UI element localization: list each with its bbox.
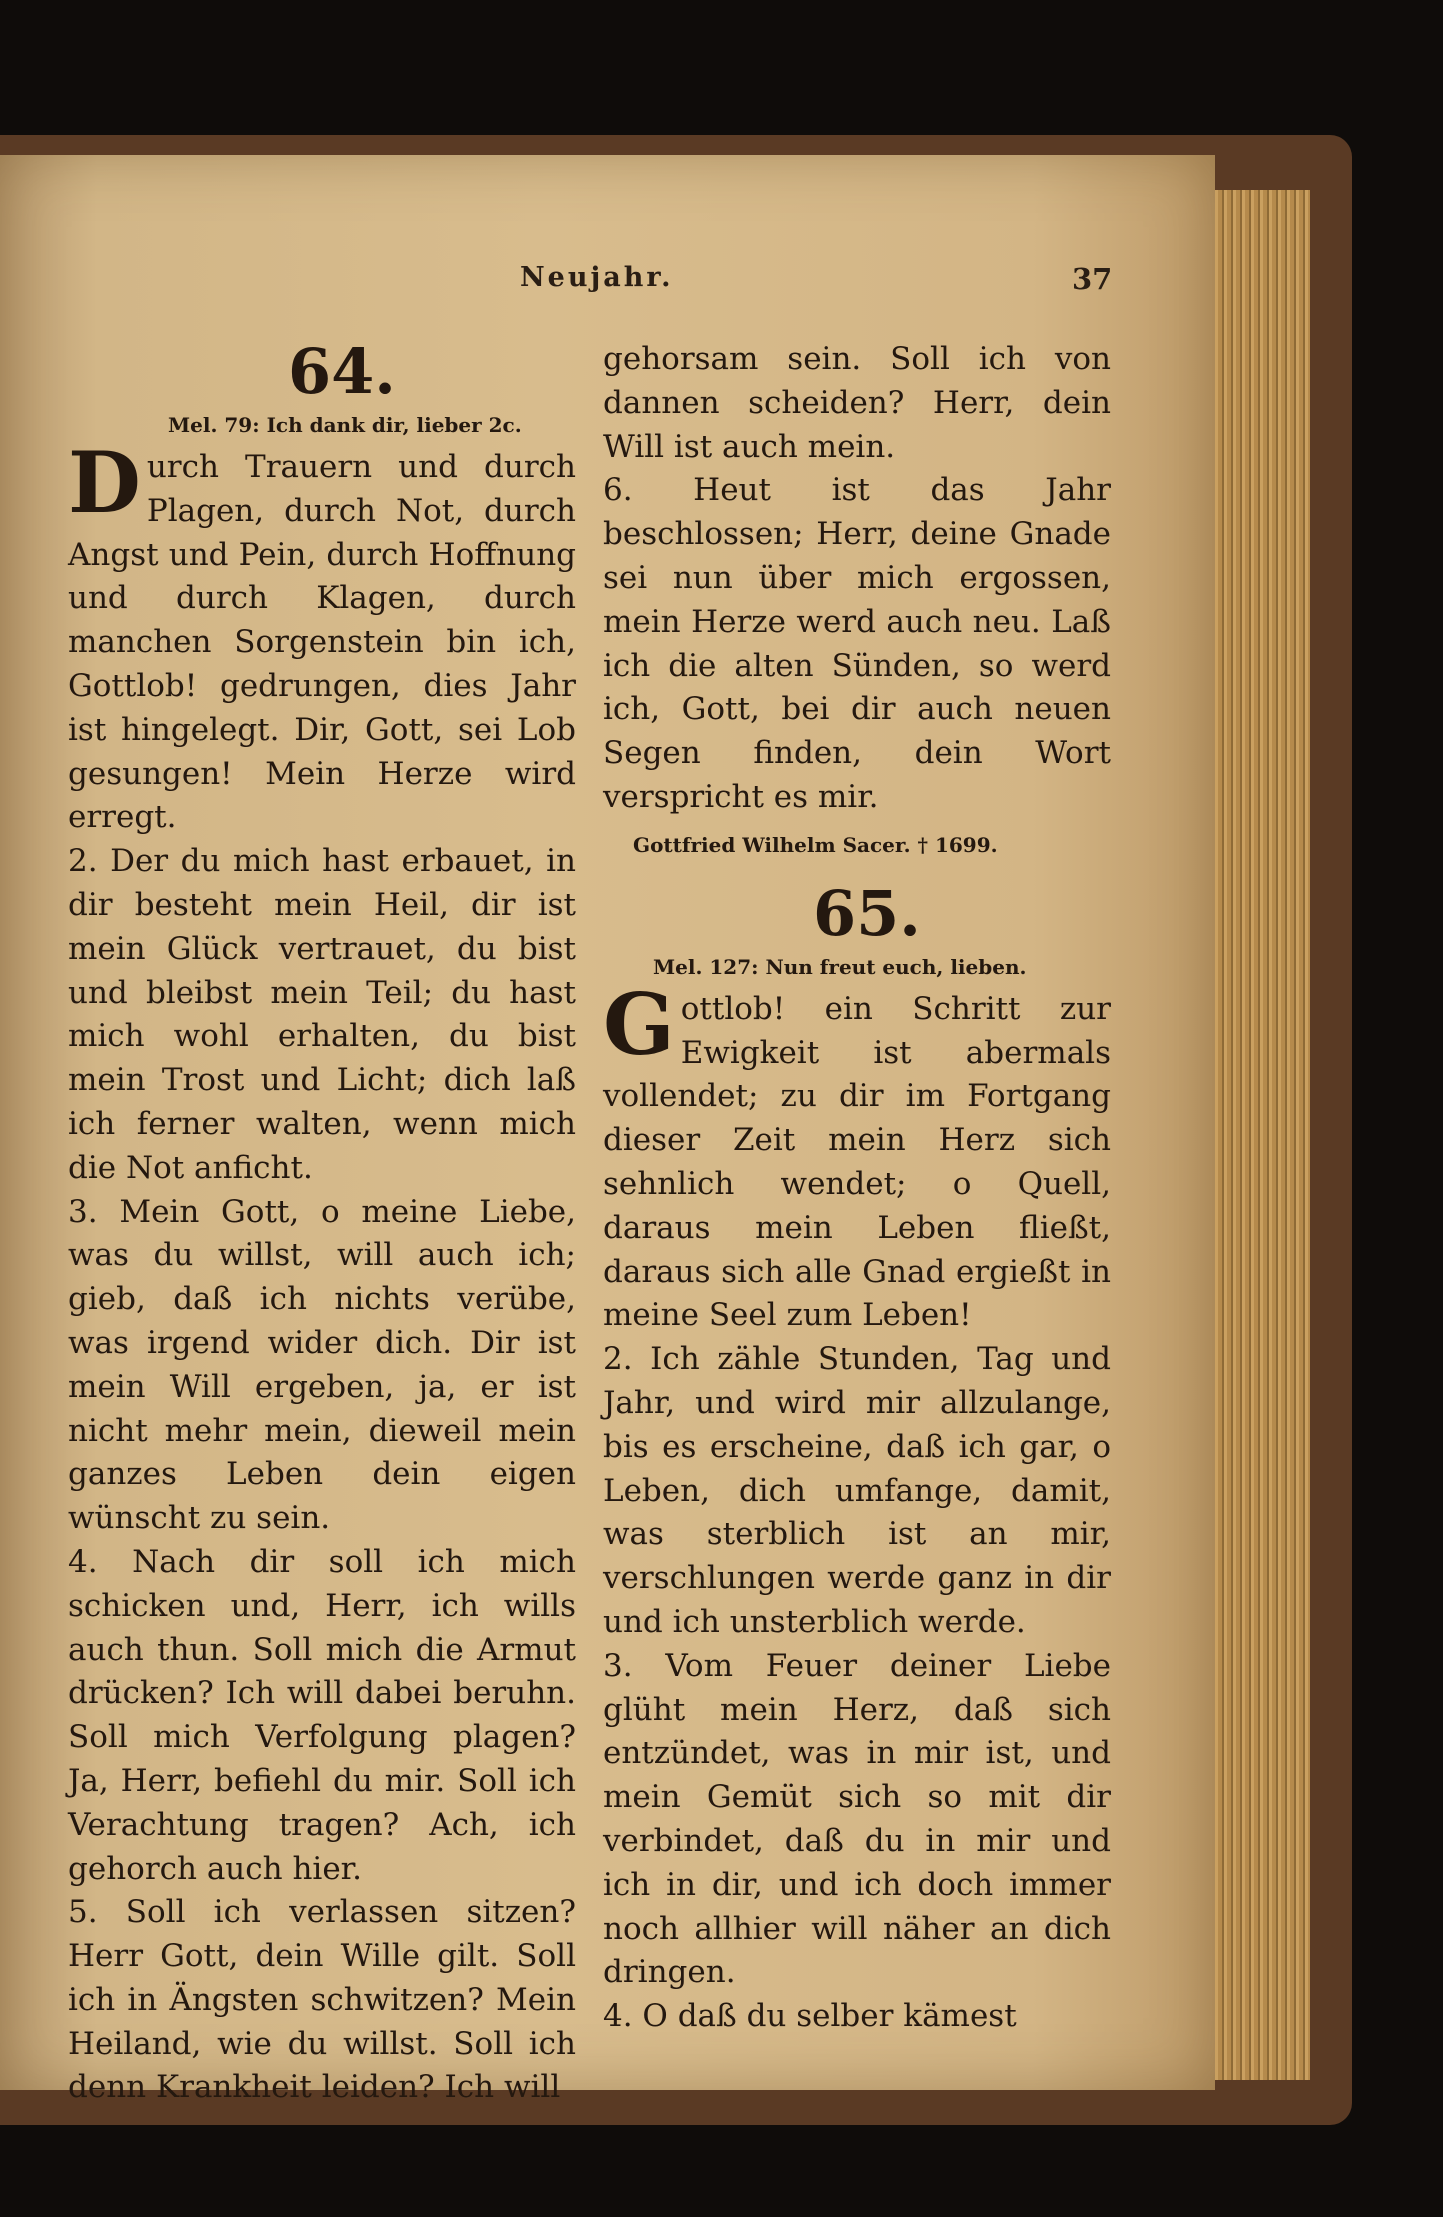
stanza-4: 4. Nach dir soll ich mich schicken und, Herr, ich wills auch thun. Soll mich die Armut drücken? Ich will dabei beruhn. Soll mich Verfolgung plagen? Ja, Herr, befiehl du mir. Soll ich Verachtung tragen? Ach, ich gehorch auch hier.: [68, 1543, 576, 1887]
hymn-number: 64.: [288, 335, 396, 408]
stanza-6: 6. Heut ist das Jahr beschlossen; Herr, deine Gnade sei nun über mich ergossen, mein Herze werd auch neu. Laß ich die alten Sünden, so werd ich, Gott, bei dir auch neuen Segen finden, dein Wort verspricht es mir.: [603, 472, 1111, 815]
book-page: [0, 155, 1215, 2106]
stanza-2: 2. Ich zähle Stunden, Tag und Jahr, und wird mir allzulange, bis es erscheine, daß ich gar, o Leben, dich umfange, damit, was sterblich ist an mir, verschlungen werde ganz in dir und ich unsterblich werde.: [603, 1341, 1111, 1640]
right-column: [603, 338, 1111, 2039]
drop-cap: G: [603, 974, 675, 1074]
stanza-1: Durch Trauern und durch Plagen, durch Not, durch Angst und Pein, durch Hoffnung und durch Klagen, durch manchen Sorgenstein bin ich, Gottlob! gedrungen, dies Jahr ist hingelegt. Dir, Gott, sei Lob gesungen! Mein Herze wird erregt.: [68, 433, 576, 836]
stanza-3: 3. Mein Gott, o meine Liebe, was du willst, will auch ich; gieb, daß ich nichts verübe, was irgend wider dich. Dir ist mein Will ergeben, ja, er ist nicht mehr mein, dieweil mein ganzes Leben dein eigen wünscht zu sein.: [68, 1193, 576, 1537]
hymn-number: 65.: [813, 876, 921, 950]
page-edges: [1200, 190, 1310, 2080]
stanza-5: 5. Soll ich verlassen sitzen? Herr Gott, dein Wille gilt. Soll ich in Ängsten schwitzen? Mein Heiland, wie du willst. Soll ich denn Krankheit leiden? Ich will: [68, 1894, 576, 2106]
page-header: [0, 262, 1215, 302]
melody-line: Mel. 127: Nun freut euch, lieben.: [653, 954, 1027, 979]
stanza-1: Gottlob! ein Schritt zur Ewigkeit ist abermals vollendet; zu dir im Fortgang dieser Zeit mein Herz sich sehnlich wendet; o Quell, daraus mein Leben fließt, daraus sich alle Gnad ergießt in meine Seel zum Leben!: [603, 974, 1111, 1334]
stanza-4: 4. O daß du selber kämest: [603, 1998, 1017, 2035]
stanza-5-continued: gehorsam sein. Soll ich von dannen scheiden? Herr, dein Will ist auch mein.: [603, 341, 1111, 465]
left-column: [68, 335, 576, 2110]
page-number: 37: [1072, 262, 1113, 296]
author-credit: Gottfried Wilhelm Sacer. † 1699.: [633, 832, 998, 857]
stanza-3: 3. Vom Feuer deiner Liebe glüht mein Herz, daß sich entzündet, was in mir ist, und mein Gemüt sich so mit dir verbindet, daß du in mir und ich in dir, und ich doch immer noch allhier will näher an dich dringen.: [603, 1647, 1111, 1991]
stanza-2: 2. Der du mich hast erbauet, in dir besteht mein Heil, dir ist mein Glück vertrauet, du bist und bleibst mein Teil; du hast mich wohl erhalten, du bist mein Trost und Licht; dich laß ich ferner walten, wenn mich die Not anficht.: [68, 843, 576, 1186]
running-title: Neujahr.: [520, 262, 674, 293]
melody-line: Mel. 79: Ich dank dir, lieber 2c.: [168, 413, 522, 437]
drop-cap: D: [68, 433, 141, 532]
